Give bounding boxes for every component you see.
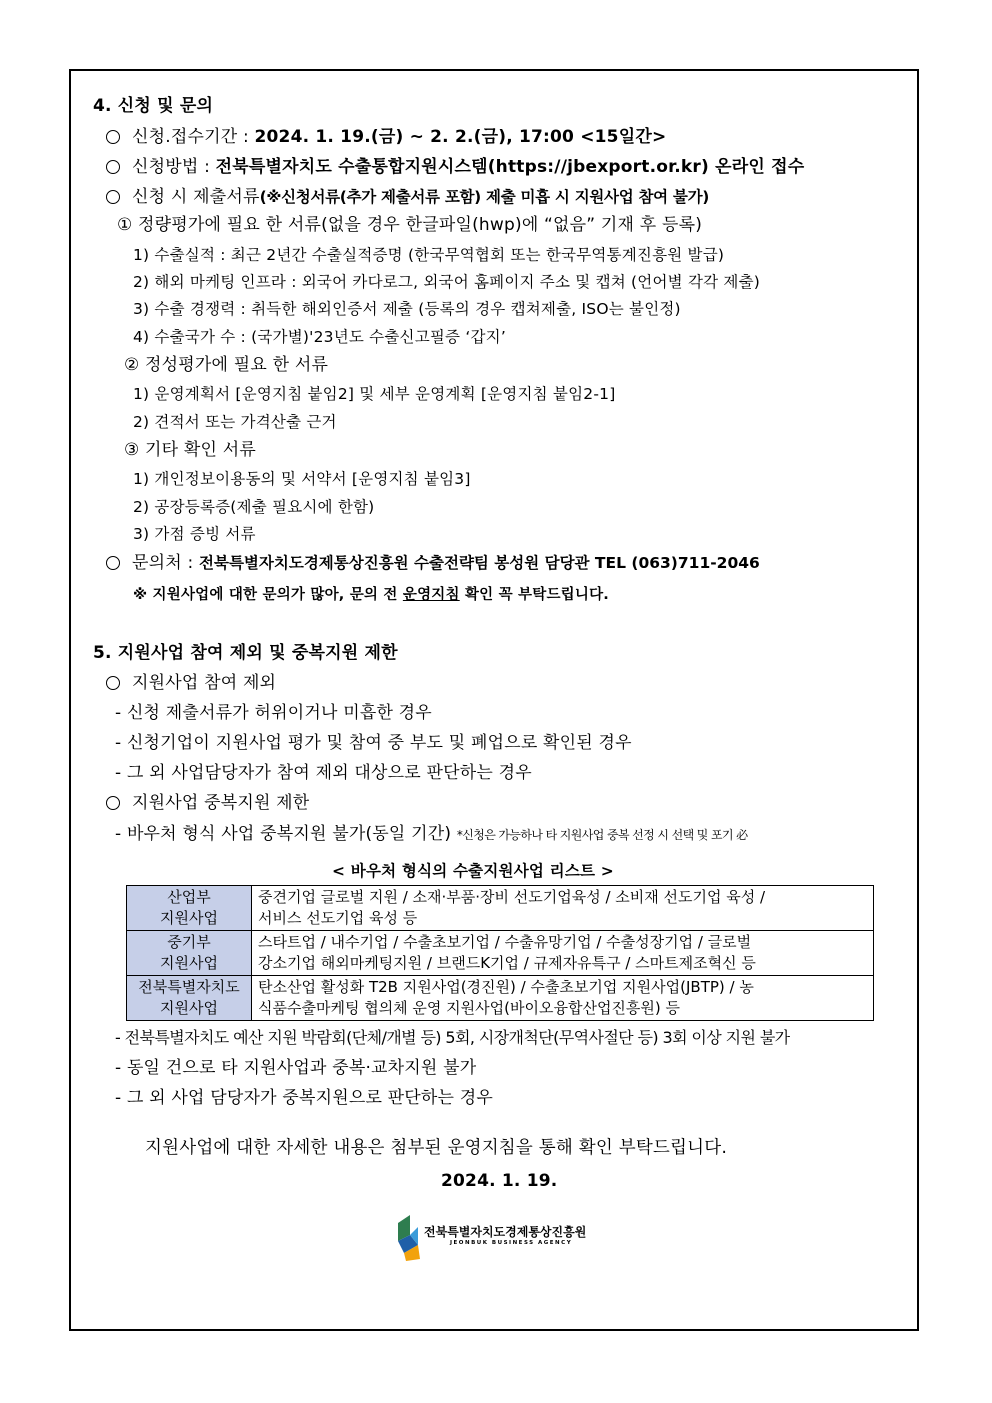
restriction-item: - 그 외 사업 담당자가 중복지원으로 판단하는 경우 (115, 1088, 494, 1108)
circle-bullet-icon (106, 796, 120, 810)
circle-bullet-icon (106, 130, 120, 144)
guideline-link[interactable]: 운영지침 (402, 587, 460, 603)
duplicate-line: 지원사업 중복지원 제한 (106, 792, 309, 814)
section-5-heading: 5. 지원사업 참여 제외 및 중복지원 제한 (93, 643, 398, 663)
exclusion-item: - 신청 제출서류가 허위이거나 미흡한 경우 (115, 703, 432, 723)
exclusion-line: 지원사업 참여 제외 (106, 672, 276, 694)
quant-docs-heading: ① 정량평가에 필요 한 서류(없을 경우 한글파일(hwp)에 “없음” 기재 후 등록) (117, 215, 703, 235)
quant-doc-item: 2) 해외 마케팅 인프라 : 외국어 카다로그, 외국어 홈페이지 주소 및 캡쳐 (언어별 각각 제출) (133, 273, 761, 291)
document-date: 2024. 1. 19. (441, 1171, 558, 1191)
qual-doc-item: 1) 운영계획서 [운영지침 붙임2] 및 세부 운영계획 [운영지침 붙임2-1] (133, 385, 616, 403)
other-docs-heading: ③ 기타 확인 서류 (124, 440, 256, 460)
apply-docs-line: 신청 시 제출서류(※신청서류(추가 제출서류 포함) 제출 미흡 시 지원사업 참여 불가) (106, 186, 709, 208)
other-doc-item: 3) 가점 증빙 서류 (133, 525, 256, 543)
table-row-header: 전북특별자치도 지원사업 (127, 976, 252, 1021)
contact-line: 문의처 : 전북특별자치도경제통상진흥원 수출전략팀 봉성원 담당관 TEL (063)711-2046 (106, 552, 760, 574)
circle-bullet-icon (106, 676, 120, 690)
other-doc-item: 1) 개인정보이용동의 및 서약서 [운영지침 붙임3] (133, 470, 471, 488)
duplicate-item: - 바우처 형식 사업 중복지원 불가(동일 기간) *신청은 가능하나 타 지원사업 중복 선정 시 선택 및 포기 必 (115, 824, 748, 844)
circle-bullet-icon (106, 556, 120, 570)
qual-doc-item: 2) 견적서 또는 가격산출 근거 (133, 413, 337, 431)
section-4-heading: 4. 신청 및 문의 (93, 96, 214, 116)
table-cell: 중견기업 글로벌 지원 / 소재·부품·장비 선도기업육성 / 소비재 선도기업 육성 / 서비스 선도기업 육성 등 (252, 886, 874, 931)
logo-name: 전북특별자치도경제통상진흥원 (424, 1225, 587, 1239)
exclusion-item: - 그 외 사업담당자가 참여 제외 대상으로 판단하는 경우 (115, 763, 532, 783)
quant-doc-item: 4) 수출국가 수 : (국가별)'23년도 수출신고필증 ‘갑지’ (133, 328, 506, 346)
voucher-table (126, 885, 874, 1021)
table-row (127, 976, 874, 1021)
table-row-header: 산업부 지원사업 (127, 886, 252, 931)
agency-logo (396, 1213, 602, 1263)
qual-docs-heading: ② 정성평가에 필요 한 서류 (124, 355, 329, 375)
voucher-table-title: < 바우처 형식의 수출지원사업 리스트 > (332, 862, 614, 880)
other-doc-item: 2) 공장등록증(제출 필요시에 한함) (133, 498, 375, 516)
circle-bullet-icon (106, 190, 120, 204)
table-cell: 스타트업 / 내수기업 / 수출초보기업 / 수출유망기업 / 수출성장기업 / 글로벌 강소기업 해외마케팅지원 / 브랜드K기업 / 규제자유특구 / 스마트제조혁신 등 (252, 931, 874, 976)
quant-doc-item: 3) 수출 경쟁력 : 취득한 해외인증서 제출 (등록의 경우 캡쳐제출, ISO는 불인정) (133, 300, 681, 318)
apply-period-line: 신청.접수기간 : 2024. 1. 19.(금) ~ 2. 2.(금), 17:00 <15일간> (106, 126, 666, 148)
table-row-header: 중기부 지원사업 (127, 931, 252, 976)
table-row (127, 886, 874, 931)
closing-text: 지원사업에 대한 자세한 내용은 첨부된 운영지침을 통해 확인 부탁드립니다. (145, 1138, 728, 1158)
contact-note: ※ 지원사업에 대한 문의가 많아, 문의 전 운영지침 확인 꼭 부탁드립니다. (133, 587, 610, 603)
table-row (127, 931, 874, 976)
logo-subtitle: JEONBUK BUSINESS AGENCY (450, 1240, 573, 1246)
restriction-item: - 동일 건으로 타 지원사업과 중복·교차지원 불가 (115, 1058, 477, 1078)
exclusion-item: - 신청기업이 지원사업 평가 및 참여 중 부도 및 폐업으로 확인된 경우 (115, 733, 632, 753)
restriction-item: - 전북특별자치도 예산 지원 박람회(단체/개별 등) 5회, 시장개척단(무역사절단 등) 3회 이상 지원 불가 (115, 1028, 790, 1047)
circle-bullet-icon (106, 160, 120, 174)
apply-method-line: 신청방법 : 전북특별자치도 수출통합지원시스템(https://jbexport.or.kr) 온라인 접수 (106, 156, 804, 178)
quant-doc-item: 1) 수출실적 : 최근 2년간 수출실적증명 (한국무역협회 또는 한국무역통계진흥원 발급) (133, 246, 725, 264)
table-cell: 탄소산업 활성화 T2B 지원사업(경진원) / 수출초보기업 지원사업(JBTP) / 농 식품수출마케팅 협의체 운영 지원사업(바이오융합산업진흥원) 등 (252, 976, 874, 1021)
